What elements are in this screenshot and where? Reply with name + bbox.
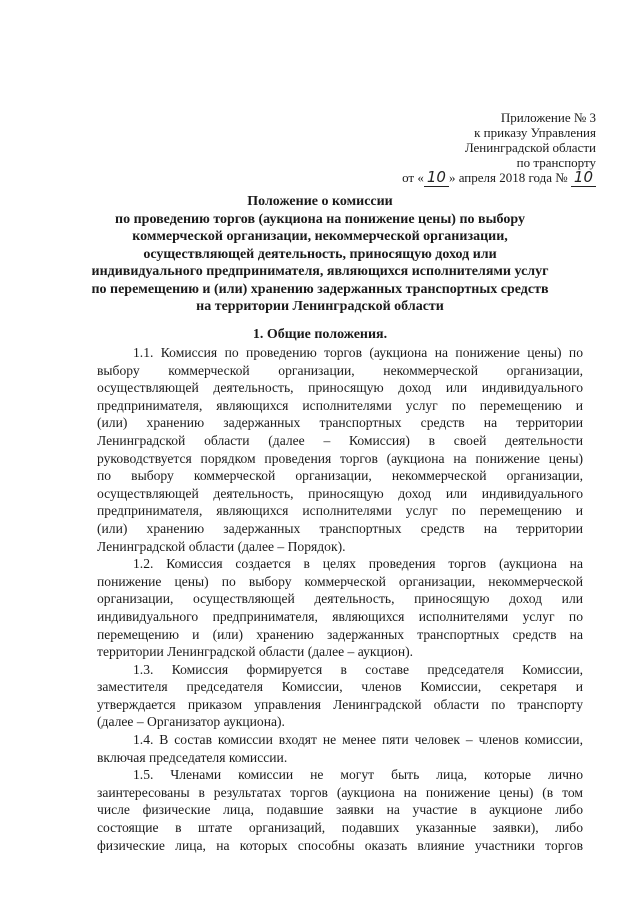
- body-line: Ленинградской области (далее – Комиссия) в своей деятельности: [97, 432, 583, 448]
- appendix-line: по транспорту: [516, 155, 596, 170]
- body-line: 1.4. В состав комиссии входят не менее пяти человек – членов комиссии,: [133, 732, 583, 748]
- body-line: физические лица, на которых способны оказать влияние участники торгов: [97, 837, 583, 853]
- appendix-date-line: [402, 170, 596, 185]
- handwritten-number: 10: [571, 168, 596, 187]
- body-line: 1.3. Комиссия формируется в составе председателя Комиссии,: [133, 661, 583, 677]
- body-line: выбору коммерческой организации, некоммерческой организации,: [97, 362, 583, 378]
- body-line: 1.5. Членами комиссии не могут быть лица, которые лично: [133, 767, 583, 783]
- body-line: предпринимателя, являющихся исполнителями услуг по перемещению и: [97, 503, 583, 519]
- body-line: включая председателя комиссии.: [97, 749, 288, 765]
- date-middle: » апреля 2018 года №: [448, 170, 568, 185]
- title-line: по перемещению и (или) хранению задержанных транспортных средств: [91, 281, 549, 297]
- title-line: осуществляющей деятельность, приносящую доход или: [143, 246, 497, 262]
- body-line: территории Ленинградской области (далее – аукцион).: [97, 644, 414, 660]
- body-line: Ленинградской области (далее – Порядок).: [97, 538, 346, 554]
- handwritten-day: 10: [424, 168, 449, 187]
- document-body: [97, 344, 583, 854]
- title-line: индивидуального предпринимателя, являющихся исполнителями услуг: [91, 264, 549, 279]
- appendix-line: к приказу Управления: [474, 125, 596, 140]
- body-line: перемещению и (или) хранению задержанных транспортных средств на: [97, 626, 583, 642]
- title-line: на территории Ленинградской области: [196, 299, 444, 314]
- body-line: утверждается приказом управления Ленинградской области по транспорту: [97, 696, 583, 712]
- body-line: осуществляющей деятельность, приносящую доход или индивидуального: [97, 380, 583, 396]
- body-line: организации, осуществляющей деятельность, приносящую доход или: [97, 591, 583, 607]
- title-line: Положение о комиссии: [247, 194, 393, 209]
- section-heading: 1. Общие положения.: [252, 327, 388, 342]
- body-line: числе физические лица, подавшие заявки на участие в аукционе либо: [97, 802, 583, 818]
- body-line: понижение цены) по выбору коммерческой организации, некоммерческой: [97, 573, 583, 589]
- body-line: 1.2. Комиссия создается в целях проведения торгов (аукциона на: [133, 556, 583, 572]
- title-line: по проведению торгов (аукциона на понижение цены) по выбору: [115, 211, 525, 227]
- body-line: заинтересованы в результатах торгов (аукциона на понижение цены) (в том: [97, 784, 583, 800]
- body-line: предпринимателя, являющихся исполнителями услуг по перемещению и: [97, 397, 583, 413]
- body-line: руководствуется порядком проведения торгов (аукциона на понижение цены): [97, 450, 583, 466]
- body-line: 1.1. Комиссия по проведению торгов (аукциона на понижение цены) по: [133, 345, 583, 360]
- body-line: (или) хранению задержанных транспортных средств на территории: [97, 415, 583, 431]
- body-line: осуществляющей деятельность, приносящую доход или индивидуального: [97, 485, 583, 501]
- body-line: по выбору коммерческой организации, некоммерческой организации,: [97, 468, 583, 484]
- body-line: заместителя председателя Комиссии, членов Комиссии, секретаря и: [97, 679, 583, 695]
- document-title: [60, 193, 580, 316]
- date-prefix: от «: [402, 170, 424, 185]
- body-line: (далее – Организатор аукциона).: [97, 714, 285, 730]
- body-line: состоящие в штате организаций, подавших указанные заявки), либо: [97, 820, 583, 836]
- appendix-header: [402, 110, 596, 185]
- title-line: коммерческой организации, некоммерческой организации,: [132, 229, 508, 244]
- body-line: индивидуального предпринимателя, являющихся исполнителями услуг по: [97, 608, 583, 624]
- appendix-line: Приложение № 3: [500, 110, 596, 125]
- body-line: (или) хранению задержанных транспортных средств на территории: [97, 520, 583, 536]
- appendix-line: Ленинградской области: [464, 140, 596, 155]
